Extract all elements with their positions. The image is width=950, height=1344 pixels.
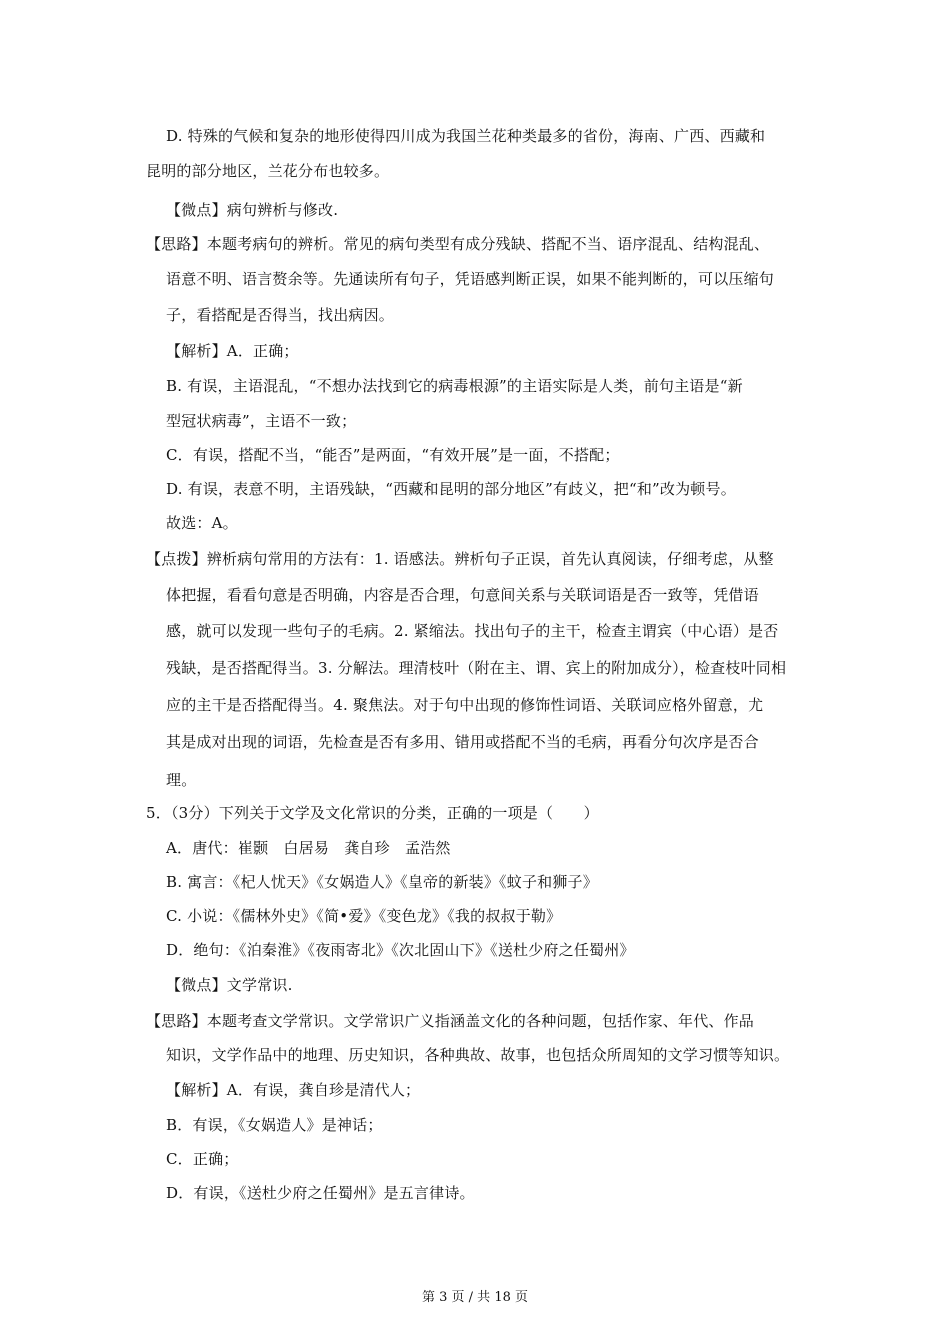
option-b: B. 寓言：《杞人忧天》《女娲造人》《皇帝的新装》《蚊子和狮子》 [166, 873, 598, 891]
question-heading: 5．（3分）下列关于文学及文化常识的分类，正确的一项是（ ） [146, 804, 599, 822]
text-line: D．有误，《送杜少府之任蜀州》是五言律诗。 [166, 1184, 475, 1202]
text-line: 【思路】本题考查文学常识。文学常识广义指涵盖文化的各种问题，包括作家、年代、作品 [146, 1012, 755, 1030]
text-line: 【思路】本题考病句的辨析。常见的病句类型有成分残缺、搭配不当、语序混乱、结构混乱、 [146, 235, 770, 253]
option-d: D．绝句：《泊秦淮》《夜雨寄北》《次北固山下》《送杜少府之任蜀州》 [166, 941, 635, 959]
text-line: D. 有误，表意不明，主语残缺，“西藏和昆明的部分地区”有歧义，把“和”改为顿号。 [166, 480, 736, 498]
text-line: B. 有误，主语混乱，“不想办法找到它的病毒根源”的主语实际是人类，前句主语是“新 [166, 377, 743, 395]
text-line: 应的主干是否搭配得当。4. 聚焦法。对于句中出现的修饰性词语、关联词应格外留意，尤 [166, 696, 764, 714]
text-line: D. 特殊的气候和复杂的地形使得四川成为我国兰花种类最多的省份，海南、广西、西藏和 [166, 127, 766, 145]
text-line: 感，就可以发现一些句子的毛病。2. 紧缩法。找出句子的主干，检查主谓宾（中心语）是否 [166, 622, 779, 640]
text-line: 【微点】病句辨析与修改. [166, 201, 339, 219]
text-line: 语意不明、语言赘余等。先通读所有句子，凭语感判断正误，如果不能判断的，可以压缩句 [166, 270, 775, 288]
text-line: C．有误，搭配不当，“能否”是两面，“有效开展”是一面，不搭配； [166, 446, 620, 464]
text-line: 知识，文学作品中的地理、历史知识，各种典故、故事，也包括众所周知的文学习惯等知识。 [166, 1046, 790, 1064]
text-line: 【点拨】辨析病句常用的方法有：1. 语感法。辨析句子正误，首先认真阅读，仔细考虑，从整 [146, 550, 774, 568]
text-line: B．有误，《女娲造人》是神话； [166, 1116, 383, 1134]
page-number-footer: 第 3 页 / 共 18 页 [422, 1290, 528, 1305]
option-a: A．唐代：崔颢 白居易 龚自珍 孟浩然 [166, 839, 451, 857]
text-line: 子，看搭配是否得当，找出病因。 [166, 306, 395, 324]
text-line: 其是成对出现的词语，先检查是否有多用、错用或搭配不当的毛病，再看分句次序是否合 [166, 733, 759, 751]
text-line: 体把握，看看句意是否明确，内容是否合理，句意间关系与关联词语是否一致等，凭借语 [166, 586, 759, 604]
text-line: 理。 [166, 771, 197, 789]
text-line: 型冠状病毒”，主语不一致； [166, 412, 357, 430]
text-line: 残缺，是否搭配得当。3. 分解法。理清枝叶（附在主、谓、宾上的附加成分），检查枝叶同相 [166, 659, 787, 677]
text-line: 【微点】文学常识. [166, 976, 293, 994]
text-line: 【解析】A．正确； [166, 342, 299, 360]
text-line: 【解析】A．有误，龚自珍是清代人； [166, 1081, 421, 1099]
text-line: C．正确； [166, 1150, 239, 1168]
option-c: C. 小说：《儒林外史》《简•爱》《变色龙》《我的叔叔于勒》 [166, 907, 562, 925]
text-line: 昆明的部分地区，兰花分布也较多。 [146, 162, 390, 180]
text-line: 故选：A。 [166, 514, 238, 532]
